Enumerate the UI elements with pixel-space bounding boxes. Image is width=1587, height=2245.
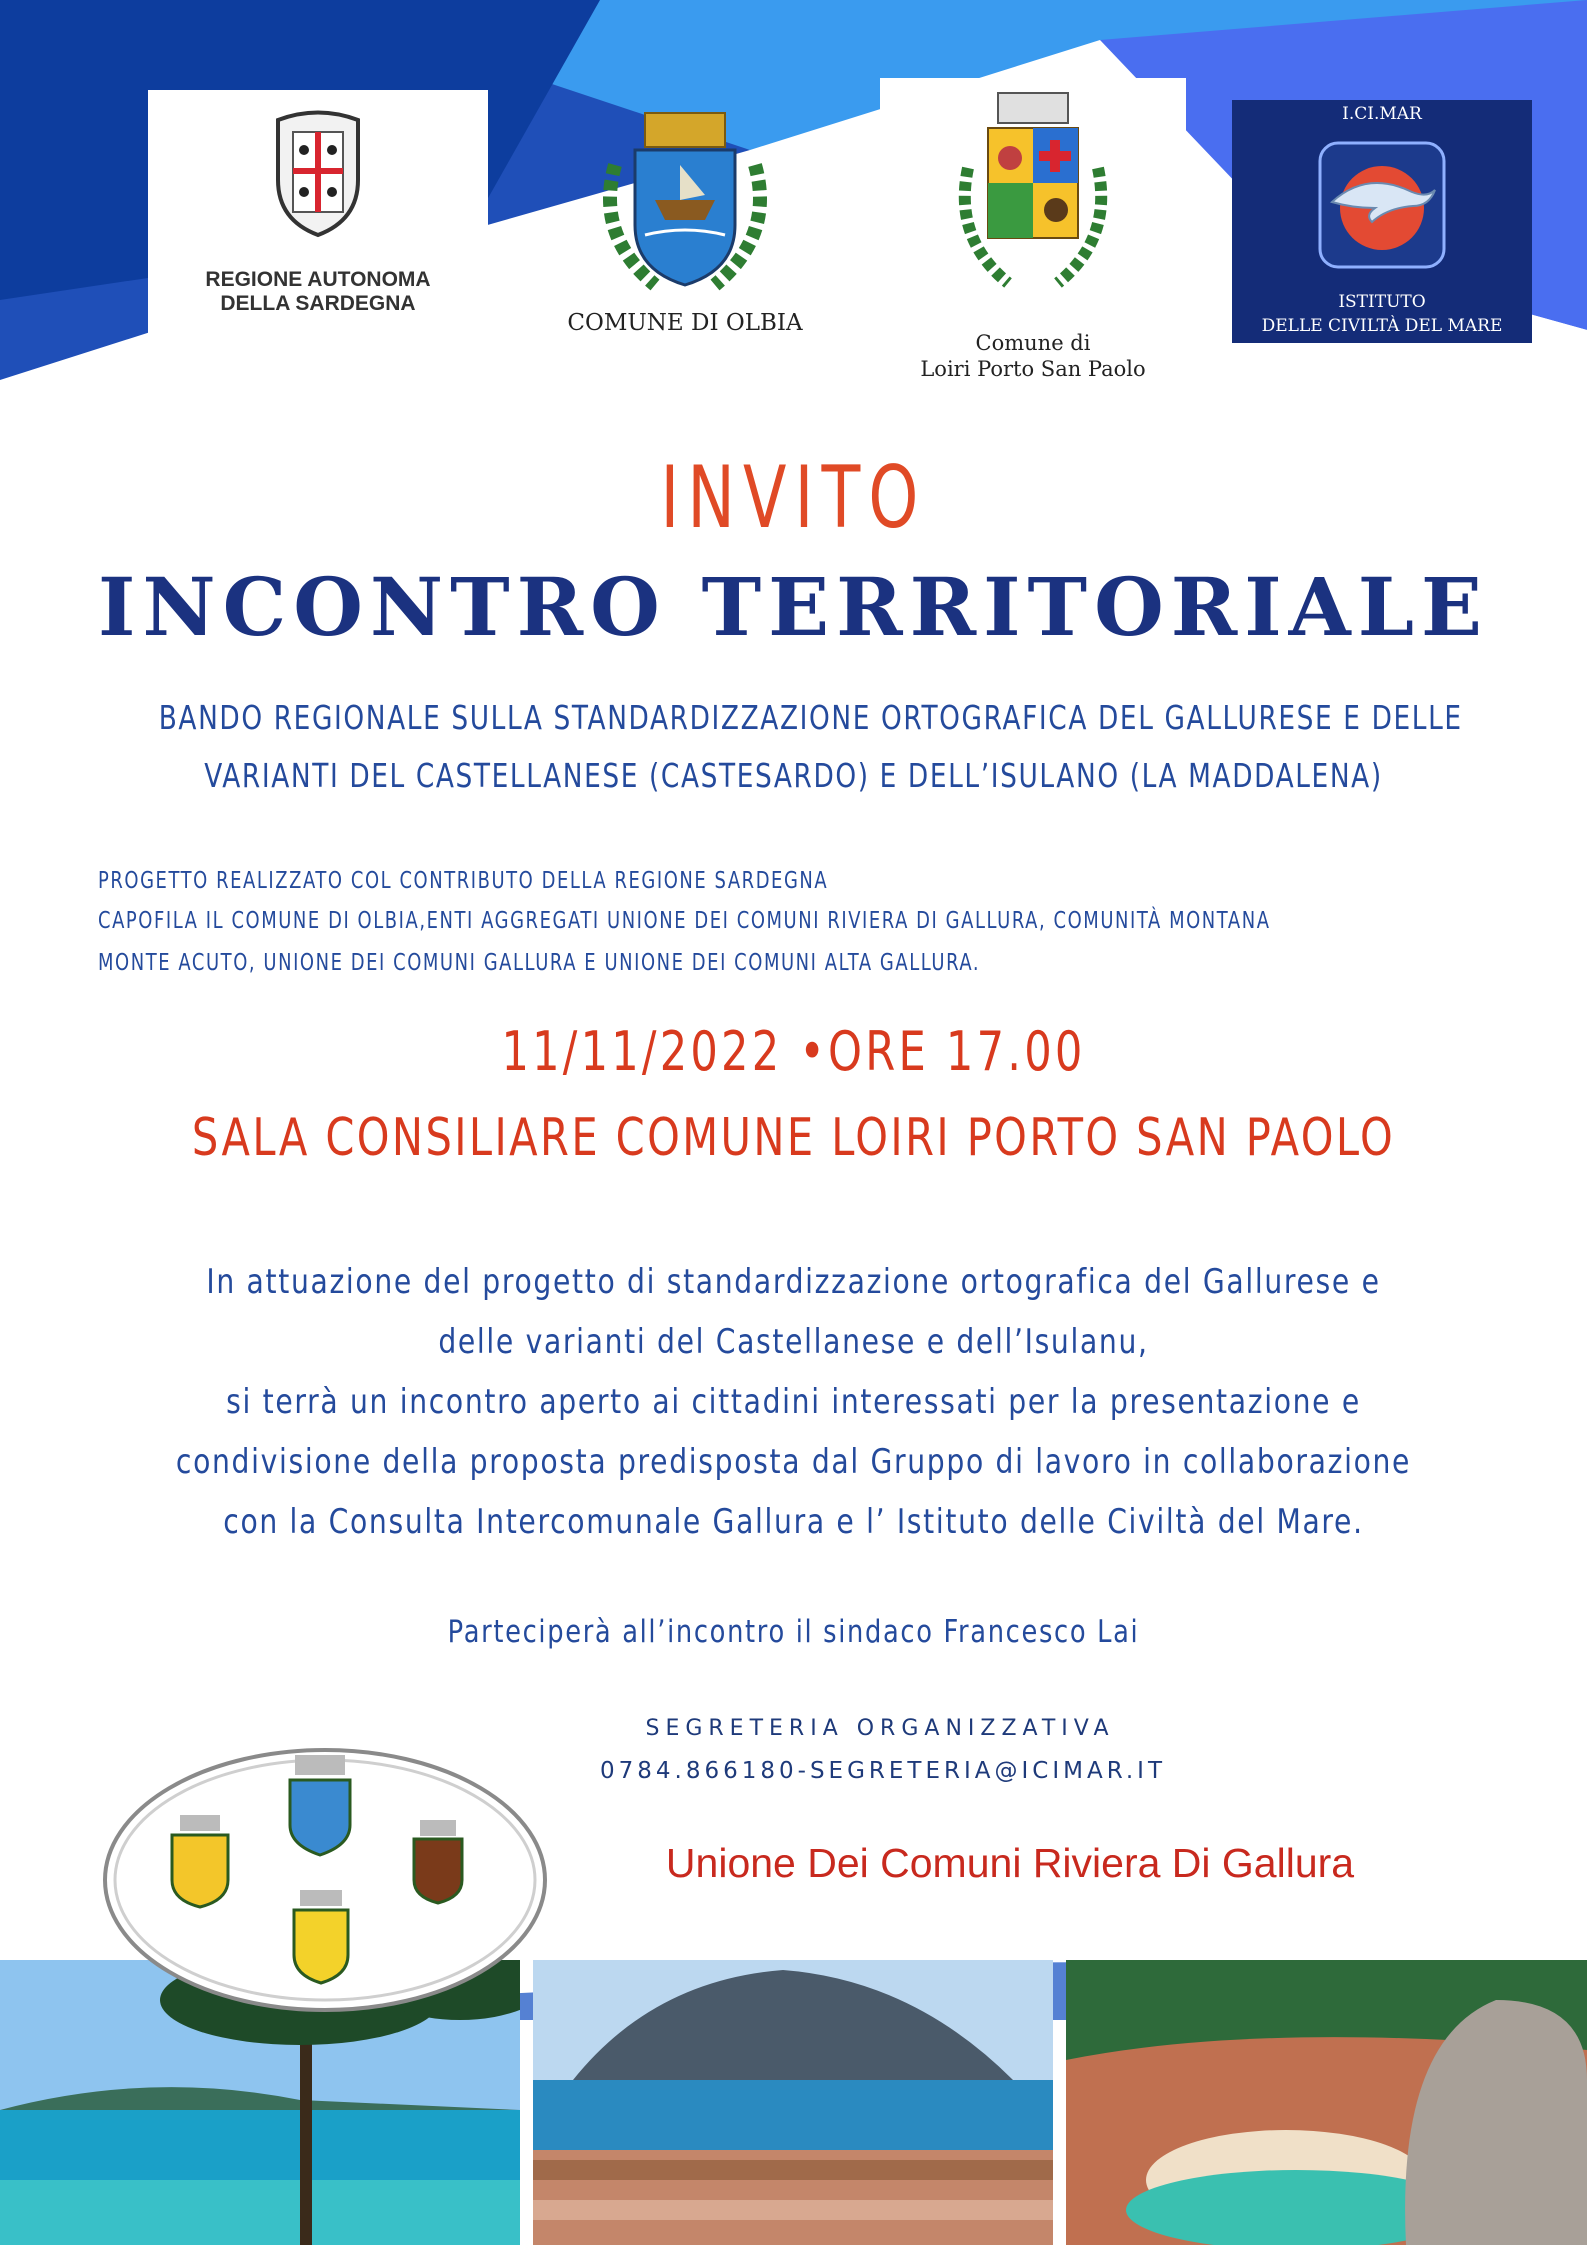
bando-line-1: BANDO REGIONALE SULLA STANDARDIZZAZIONE ORTOGRAFICA DEL GALLURESE E DELLE: [158, 698, 1463, 737]
event-place: SALA CONSILIARE COMUNE LOIRI PORTO SAN PAOLO: [191, 1108, 1396, 1168]
segreteria-contact[interactable]: 0784.866180-SEGRETERIA@ICIMAR.IT: [600, 1758, 1166, 1784]
body-line-3: si terrà un incontro aperto ai cittadini interessati per la presentazione e: [226, 1382, 1361, 1422]
body-line-2: delle varianti del Castellanese e dell’Isulanu,: [438, 1322, 1149, 1362]
bando-line-2: VARIANTI DEL CASTELLANESE (CASTESARDO) E DELL’ISULANO (LA MADDALENA): [204, 756, 1383, 795]
loiri-caption-line1: Comune di: [975, 331, 1091, 355]
logo-comune-loiri: [880, 78, 1186, 390]
regione-caption-line2: DELLA SARDEGNA: [220, 292, 416, 315]
segreteria-label: SEGRETERIA ORGANIZZATIVA: [645, 1716, 1115, 1741]
unione-comuni-title: Unione Dei Comuni Riviera Di Gallura: [665, 1840, 1355, 1886]
regione-caption-line1: REGIONE AUTONOMA: [205, 268, 431, 291]
icimar-caption-line2: DELLE CIVILTÀ DEL MARE: [1261, 316, 1503, 336]
invito-title: INVITO: [660, 448, 927, 548]
logo-comune-olbia: [525, 95, 845, 355]
regione-caption: [148, 268, 488, 316]
body-line-4: condivisione della proposta predisposta dal Gruppo di lavoro in collaborazione: [175, 1442, 1412, 1482]
logo-icimar: [1232, 100, 1532, 343]
loiri-caption-line2: Loiri Porto San Paolo: [920, 357, 1146, 381]
olbia-coat-of-arms-icon: [585, 105, 785, 305]
logo-regione-sardegna: [148, 90, 488, 338]
icimar-caption-line1: ISTITUTO: [1338, 292, 1426, 312]
unione-coats-of-arms-icon: [100, 1745, 550, 2015]
loiri-coat-of-arms-icon: [948, 88, 1118, 298]
icimar-dolphin-icon: [1317, 140, 1447, 270]
partecipera-note: Parteciperà all’incontro il sindaco Francesco Lai: [447, 1614, 1140, 1650]
body-line-1: In attuazione del progetto di standardizzazione ortografica del Gallurese e: [206, 1262, 1381, 1302]
loiri-caption: [880, 330, 1186, 382]
progetto-line-2: CAPOFILA IL COMUNE DI OLBIA,ENTI AGGREGATI UNIONE DEI COMUNI RIVIERA DI GALLURA, COMUNITÀ MONTANA: [98, 908, 1271, 934]
incontro-territoriale-title: INCONTRO TERRITORIALE: [98, 560, 1489, 654]
progetto-line-3: MONTE ACUTO, UNIONE DEI COMUNI GALLURA E UNIONE DEI COMUNI ALTA GALLURA.: [98, 950, 981, 976]
photo-tavolara-island: [533, 1960, 1053, 2245]
sardinia-coat-of-arms-icon: [268, 110, 368, 240]
event-date-time: 11/11/2022 •ORE 17.00: [501, 1020, 1086, 1083]
progetto-line-1: PROGETTO REALIZZATO COL CONTRIBUTO DELLA REGIONE SARDEGNA: [98, 868, 829, 894]
olbia-caption: COMUNE DI OLBIA: [567, 310, 803, 336]
icimar-caption: [1232, 290, 1532, 338]
photo-granite-beach: [1066, 1960, 1587, 2245]
icimar-acronym: I.CI.MAR: [1342, 104, 1422, 124]
body-line-5: con la Consulta Intercomunale Gallura e l’ Istituto delle Civiltà del Mare.: [223, 1502, 1364, 1542]
